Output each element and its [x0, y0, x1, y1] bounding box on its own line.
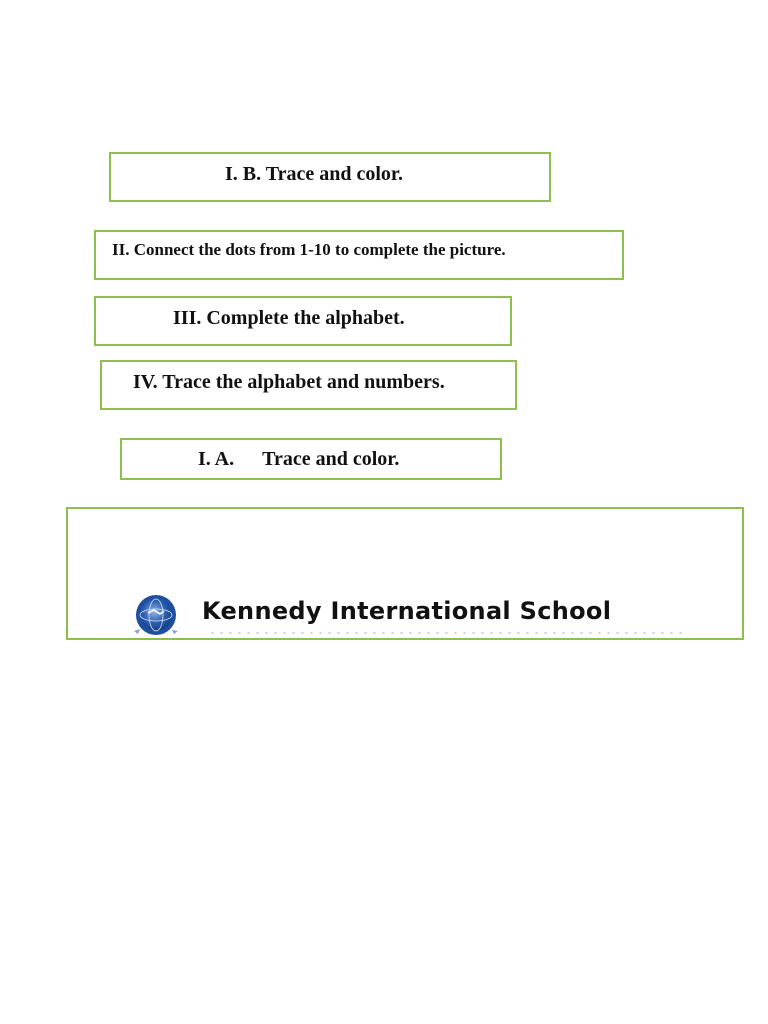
instruction-box-iv — [100, 360, 517, 410]
instruction-ia-body: Trace and color. — [262, 448, 400, 470]
school-header-box — [66, 507, 744, 640]
decorative-dotted-line — [208, 631, 688, 635]
instruction-ii-text: II. Connect the dots from 1-10 to complete the picture. — [112, 240, 506, 259]
instruction-box-ia — [120, 438, 502, 480]
instruction-box-ii — [94, 230, 624, 280]
instruction-box-iii — [94, 296, 512, 346]
instruction-box-ib — [109, 152, 551, 202]
instruction-ia-text — [198, 449, 399, 469]
instruction-iii-text: III. Complete the alphabet. — [173, 307, 405, 329]
school-name: Kennedy International School — [202, 597, 612, 625]
school-crest-icon — [130, 593, 182, 637]
instruction-iv-text: IV. Trace the alphabet and numbers. — [133, 371, 445, 393]
instruction-ia-prefix: I. A. — [198, 448, 235, 470]
instruction-ib-text: I. B. Trace and color. — [225, 163, 403, 185]
